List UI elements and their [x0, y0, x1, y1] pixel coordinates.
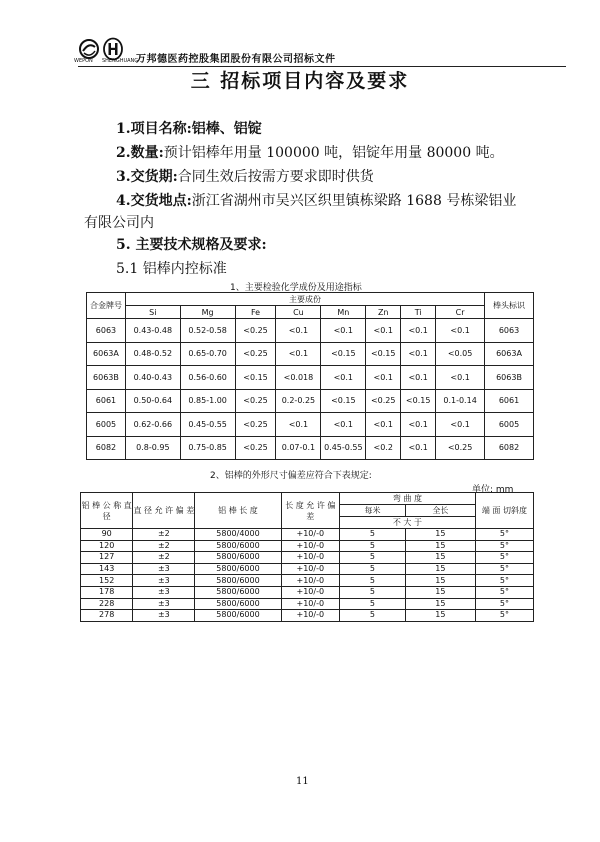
table-cell: <0.1 — [366, 319, 401, 343]
item-label: 4.交货地点: — [116, 193, 192, 209]
dimension-tolerance-table — [80, 492, 534, 622]
item-text: 合同生效后按需方要求即时供货 — [177, 169, 374, 185]
table-cell: <0.15 — [321, 342, 366, 366]
item-label: 1.项目名称: — [116, 121, 192, 137]
table-cell: <0.25 — [366, 389, 401, 413]
section-title: 三 招标项目内容及要求 — [190, 70, 410, 92]
table-cell: 0.40-0.43 — [125, 366, 180, 390]
table-cell: 5° — [475, 598, 533, 610]
table-cell: 15 — [405, 586, 475, 598]
table-cell: 5800/6000 — [195, 563, 281, 575]
table-cell: 6063A — [485, 342, 534, 366]
table-cell: 278 — [81, 610, 133, 622]
item-standard — [116, 258, 227, 278]
table-cell: 6005 — [87, 413, 126, 437]
table-cell: <0.1 — [321, 319, 366, 343]
col-header-cu: Cu — [276, 306, 321, 319]
table-cell: 6005 — [485, 413, 534, 437]
table2-caption: 2、铝棒的外形尺寸偏差应符合下表规定: — [210, 471, 372, 481]
table-cell: <0.25 — [235, 319, 276, 343]
table-cell: 0.45-0.55 — [321, 436, 366, 460]
item-text: 有限公司内 — [84, 215, 154, 231]
table-cell: <0.2 — [366, 436, 401, 460]
table-cell: ±3 — [133, 575, 195, 587]
table-cell: 15 — [405, 540, 475, 552]
table-cell: <0.1 — [401, 436, 436, 460]
item-project-name — [116, 118, 262, 138]
header-text: 万邦德医药控股集团股份有限公司招标文件 — [136, 54, 336, 65]
table-row — [81, 575, 534, 587]
table-cell: 5° — [475, 610, 533, 622]
table-cell: 15 — [405, 529, 475, 541]
table-cell: ±3 — [133, 563, 195, 575]
table1-caption: 1、主要检验化学成份及用途指标 — [230, 283, 362, 293]
table-cell: 5800/6000 — [195, 610, 281, 622]
col-header-full-length: 全长 — [405, 505, 475, 517]
table-cell: <0.1 — [366, 366, 401, 390]
table-row — [81, 563, 534, 575]
table-row — [81, 598, 534, 610]
table-cell: 15 — [405, 610, 475, 622]
table-cell: <0.1 — [276, 319, 321, 343]
table-cell: 6061 — [87, 389, 126, 413]
table-cell: 5 — [340, 610, 406, 622]
table-cell: +10/-0 — [281, 540, 339, 552]
table-cell: 0.1-0.14 — [436, 389, 485, 413]
table-row — [81, 529, 534, 541]
logo1-caption: WEPON — [74, 58, 93, 64]
col-header-mn: Mn — [321, 306, 366, 319]
table-cell: <0.15 — [401, 389, 436, 413]
table-cell: 5 — [340, 563, 406, 575]
table-cell: <0.1 — [321, 413, 366, 437]
item-text: 铝棒、铝锭 — [191, 121, 262, 137]
table-cell: <0.1 — [401, 319, 436, 343]
col-header-cr: Cr — [436, 306, 485, 319]
table-cell: <0.1 — [276, 413, 321, 437]
table-cell: 0.52-0.58 — [180, 319, 235, 343]
table-cell: <0.1 — [401, 413, 436, 437]
table-cell: 0.43-0.48 — [125, 319, 180, 343]
table-cell: 6063 — [87, 319, 126, 343]
col-header-mg: Mg — [180, 306, 235, 319]
unit-label: 单位: mm — [472, 485, 514, 495]
table-cell: ±3 — [133, 598, 195, 610]
table-cell: 5 — [340, 529, 406, 541]
table-cell: <0.25 — [235, 342, 276, 366]
table-cell: <0.15 — [321, 389, 366, 413]
col-header-diameter-tol: 直 径 允 许 偏 差 — [133, 493, 195, 529]
table-cell: 6082 — [87, 436, 126, 460]
col-header-max: 不 大 于 — [340, 517, 476, 529]
item-text: 预计铝棒年用量 100000 吨，铝锭年用量 80000 吨。 — [163, 145, 504, 161]
table-cell: 5800/6000 — [195, 598, 281, 610]
item-label: 3.交货期: — [116, 169, 178, 185]
table-row — [87, 366, 534, 390]
col-header-diameter: 铝 棒 公 称 直 径 — [81, 493, 133, 529]
table-cell: 178 — [81, 586, 133, 598]
table-row — [87, 436, 534, 460]
table-cell: 15 — [405, 598, 475, 610]
table-cell: <0.15 — [366, 342, 401, 366]
item-quantity — [116, 142, 504, 162]
table-cell: 5° — [475, 586, 533, 598]
table-cell: 0.45-0.55 — [180, 413, 235, 437]
col-header-bend: 弯 曲 度 — [340, 493, 476, 505]
col-header-si: Si — [125, 306, 180, 319]
table-cell: 6063B — [87, 366, 126, 390]
table-cell: 228 — [81, 598, 133, 610]
col-header-mark: 棒头标识 — [485, 293, 534, 319]
table-cell: <0.05 — [436, 342, 485, 366]
table-cell: 152 — [81, 575, 133, 587]
chemical-composition-table — [86, 292, 534, 460]
table-cell: ±3 — [133, 610, 195, 622]
table-cell: 5800/6000 — [195, 540, 281, 552]
table-row — [81, 540, 534, 552]
table-cell: <0.1 — [276, 342, 321, 366]
table-cell: 5° — [475, 540, 533, 552]
table-cell: ±3 — [133, 586, 195, 598]
col-header-alloy: 合金牌号 — [87, 293, 126, 319]
table-cell: 120 — [81, 540, 133, 552]
table-cell: 0.65-0.70 — [180, 342, 235, 366]
item-label: 5. 主要技术规格及要求: — [116, 237, 267, 253]
table-cell: 0.75-0.85 — [180, 436, 235, 460]
table-cell: 5° — [475, 552, 533, 564]
table-cell: 0.8-0.95 — [125, 436, 180, 460]
table-cell: +10/-0 — [281, 586, 339, 598]
table-cell: <0.1 — [436, 366, 485, 390]
table-cell: ±2 — [133, 529, 195, 541]
table-cell: 5° — [475, 563, 533, 575]
table-cell: 5 — [340, 540, 406, 552]
table-cell: +10/-0 — [281, 552, 339, 564]
item-delivery-place — [116, 190, 516, 210]
table-cell: 6082 — [485, 436, 534, 460]
table-cell: <0.1 — [436, 413, 485, 437]
table-cell: 15 — [405, 563, 475, 575]
col-header-per-meter: 每米 — [340, 505, 406, 517]
table-cell: 6061 — [485, 389, 534, 413]
table-cell: 5 — [340, 586, 406, 598]
col-header-ti: Ti — [401, 306, 436, 319]
table-cell: 15 — [405, 552, 475, 564]
table-cell: 90 — [81, 529, 133, 541]
table-cell: 0.50-0.64 — [125, 389, 180, 413]
table-cell: ±2 — [133, 540, 195, 552]
table-cell: 143 — [81, 563, 133, 575]
table-row — [81, 586, 534, 598]
item-label: 2.数量: — [116, 145, 164, 161]
table-cell: 127 — [81, 552, 133, 564]
table-cell: +10/-0 — [281, 575, 339, 587]
table-cell: <0.25 — [436, 436, 485, 460]
col-header-fe: Fe — [235, 306, 276, 319]
table-cell: <0.15 — [235, 366, 276, 390]
item-tech-specs — [116, 234, 267, 254]
table-cell: <0.1 — [366, 413, 401, 437]
table-cell: <0.25 — [235, 389, 276, 413]
col-header-group: 主要成份 — [125, 293, 484, 306]
table-cell: <0.1 — [401, 342, 436, 366]
table-cell: 15 — [405, 575, 475, 587]
table-cell: 5 — [340, 598, 406, 610]
col-header-length-tol: 长 度 允 许 偏 差 — [281, 493, 339, 529]
table-cell: +10/-0 — [281, 598, 339, 610]
table-cell: 0.62-0.66 — [125, 413, 180, 437]
table-cell: 6063B — [485, 366, 534, 390]
page-header — [74, 34, 566, 67]
table-row — [81, 610, 534, 622]
table-cell: ±2 — [133, 552, 195, 564]
table-cell: 0.85-1.00 — [180, 389, 235, 413]
logo2-caption: SHENGHUANG — [102, 58, 139, 64]
table-cell: 5 — [340, 552, 406, 564]
item-text: 5.1 铝棒内控标准 — [116, 261, 227, 277]
table-cell: <0.1 — [321, 366, 366, 390]
table-cell: <0.018 — [276, 366, 321, 390]
table-cell: 5800/6000 — [195, 575, 281, 587]
table-row — [87, 342, 534, 366]
table-cell: +10/-0 — [281, 529, 339, 541]
table-cell: 5 — [340, 575, 406, 587]
table-cell: +10/-0 — [281, 563, 339, 575]
wepon-logo-icon — [78, 38, 100, 60]
table-cell: 5° — [475, 575, 533, 587]
table-cell: 0.48-0.52 — [125, 342, 180, 366]
table-cell: 6063 — [485, 319, 534, 343]
item-delivery-time — [116, 166, 374, 186]
table-cell: 5800/6000 — [195, 552, 281, 564]
table-cell: 5800/4000 — [195, 529, 281, 541]
table-row — [87, 319, 534, 343]
table-cell: 0.2-0.25 — [276, 389, 321, 413]
col-header-zn: Zn — [366, 306, 401, 319]
table-cell: 0.07-0.1 — [276, 436, 321, 460]
col-header-end-bevel: 端 面 切斜度 — [475, 493, 533, 529]
item-delivery-place-cont — [84, 212, 154, 232]
table-row — [87, 413, 534, 437]
col-header-length: 铝 棒 长 度 — [195, 493, 281, 529]
item-text: 浙江省湖州市吴兴区织里镇栋梁路 1688 号栋梁铝业 — [191, 193, 517, 209]
table-cell: +10/-0 — [281, 610, 339, 622]
table-cell: 5° — [475, 529, 533, 541]
table-cell: <0.1 — [436, 319, 485, 343]
table-cell: <0.25 — [235, 436, 276, 460]
table-cell: 5800/6000 — [195, 586, 281, 598]
table-cell: <0.1 — [401, 366, 436, 390]
table-cell: 6063A — [87, 342, 126, 366]
page-number: 11 — [296, 776, 309, 787]
table-cell: 0.56-0.60 — [180, 366, 235, 390]
table-cell: <0.25 — [235, 413, 276, 437]
table-row — [81, 552, 534, 564]
table-row — [87, 389, 534, 413]
